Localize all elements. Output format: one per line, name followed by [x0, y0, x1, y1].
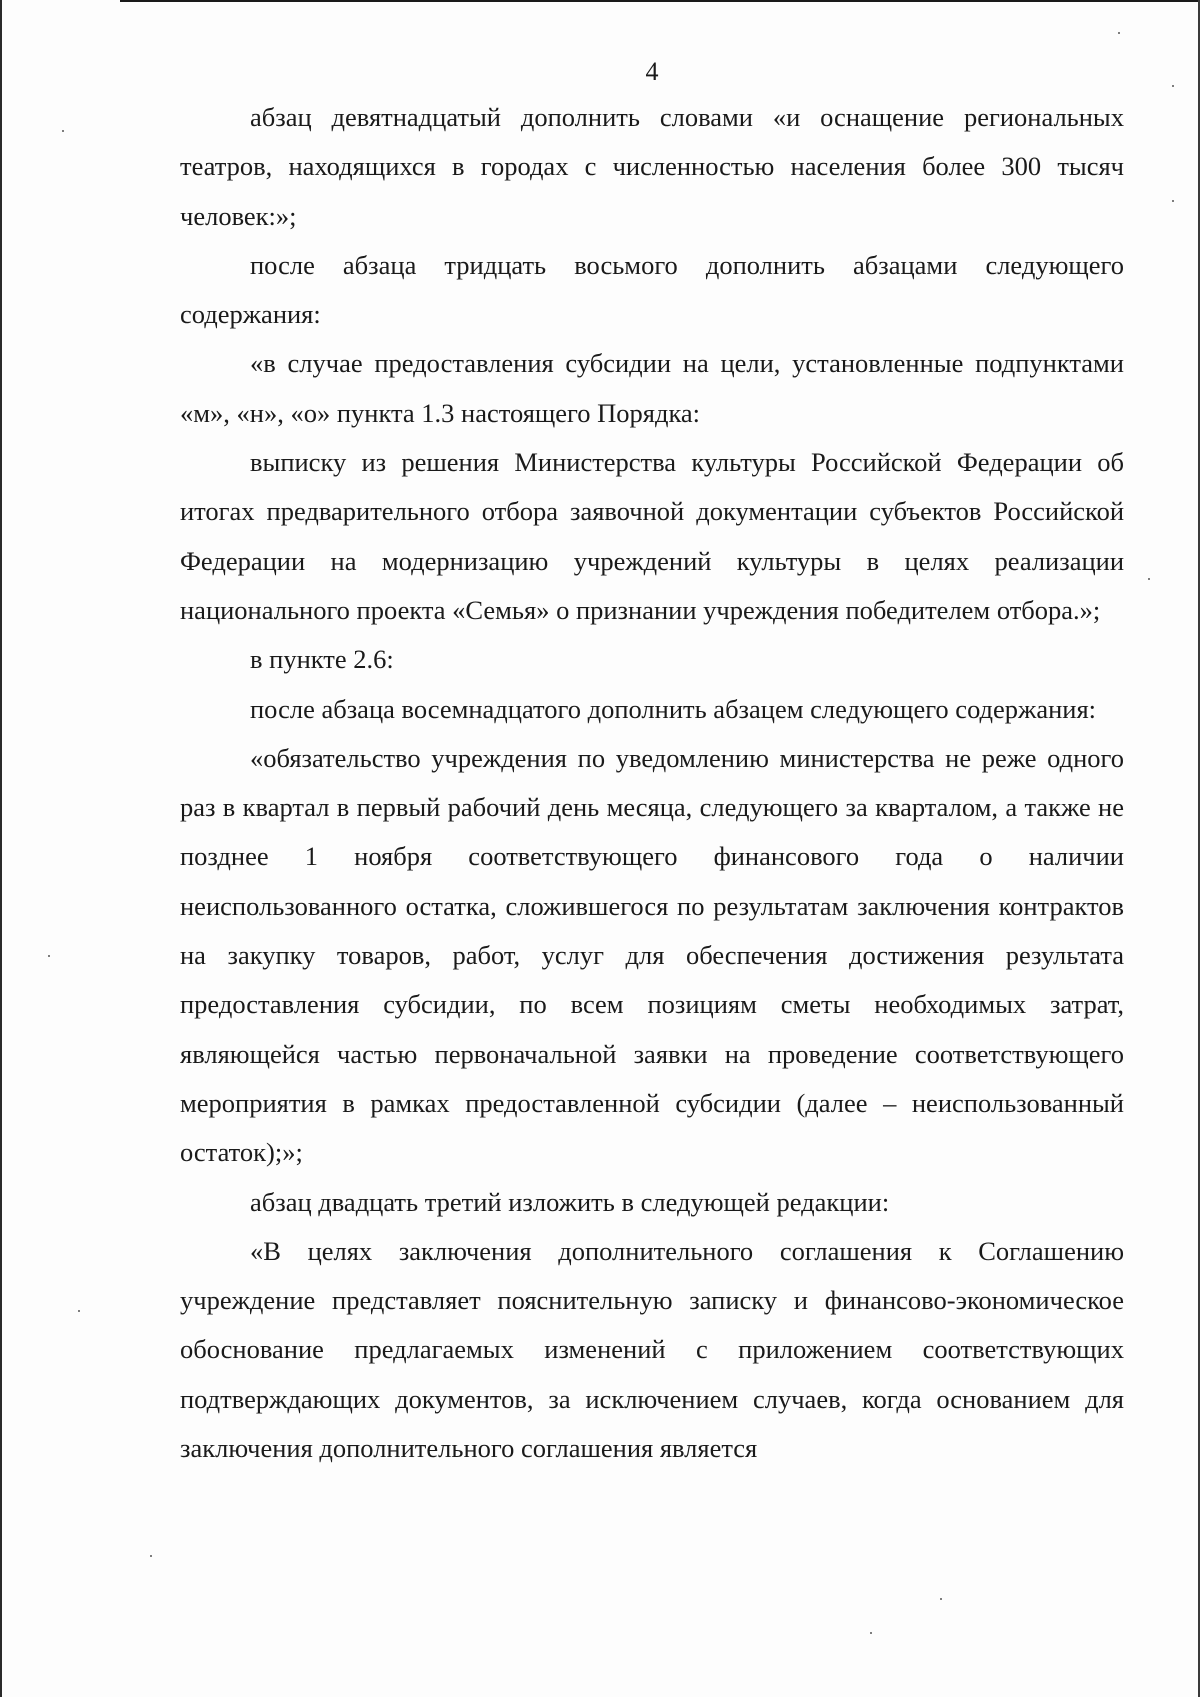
scan-speck — [78, 1310, 80, 1312]
scan-speck — [940, 1598, 942, 1600]
scan-speck — [1172, 200, 1174, 202]
paragraph: после абзаца тридцать восьмого дополнить абзацами следующего содержания: — [180, 249, 1124, 330]
paragraph: «в случае предоставления субсидии на цели, установленные подпунктами «м», «н», «о» пункта 1.3 настоящего Порядка: — [180, 348, 1124, 428]
paragraph: «обязательство учреждения по уведомлению министерства не реже одного раз в квартал в первый рабочий день месяца, следующего за кварталом, а также не позднее 1 ноября соответствующего финансового года о наличии неиспользованного остатка, сложившегося по результатам заключения контрактов на закупку товаров, работ, услуг для обеспечения достижения результата предоставления субсидии, по всем позициям сметы необходимых затрат, являющейся частью первоначальной заявки на проведение соответствующего мероприятия в рамках предоставленной субсидии (далее – неиспользованный остаток);»; — [180, 742, 1124, 1168]
scan-edge-top — [120, 0, 1200, 2]
scan-speck — [870, 1632, 872, 1634]
scan-edge-left — [0, 0, 2, 1697]
paragraph: абзац девятнадцатый дополнить словами «и оснащение региональных театров, находящихся в городах с численностью населения более 300 тысяч человек:»; — [180, 102, 1124, 231]
paragraph: после абзаца восемнадцатого дополнить абзацем следующего содержания: — [250, 693, 1097, 724]
scan-speck — [150, 1555, 152, 1557]
page-number: 4 — [645, 57, 659, 86]
paragraph: «В целях заключения дополнительного соглашения к Соглашению учреждение представляет пояснительную записку и финансово-экономическое обоснование предлагаемых изменений с приложением соответствующих подтверждающих документов, за исключением случаев, когда основанием для заключения дополнительного соглашения является — [180, 1235, 1124, 1464]
scan-speck — [48, 955, 50, 957]
scan-speck — [62, 130, 64, 132]
scan-speck — [1148, 578, 1150, 580]
paragraph: выписку из решения Министерства культуры Российской Федерации об итогах предварительного отбора заявочной документации субъектов Российской Федерации на модернизацию учреждений культуры в целях реализации национального проекта «Семья» о признании учреждения победителем отбора.»; — [180, 447, 1124, 625]
paragraph: абзац двадцать третий изложить в следующей редакции: — [250, 1186, 890, 1217]
paragraph: в пункте 2.6: — [250, 644, 394, 675]
scan-speck — [1118, 32, 1120, 34]
scan-speck — [1172, 85, 1174, 87]
document-body — [180, 93, 1124, 1473]
